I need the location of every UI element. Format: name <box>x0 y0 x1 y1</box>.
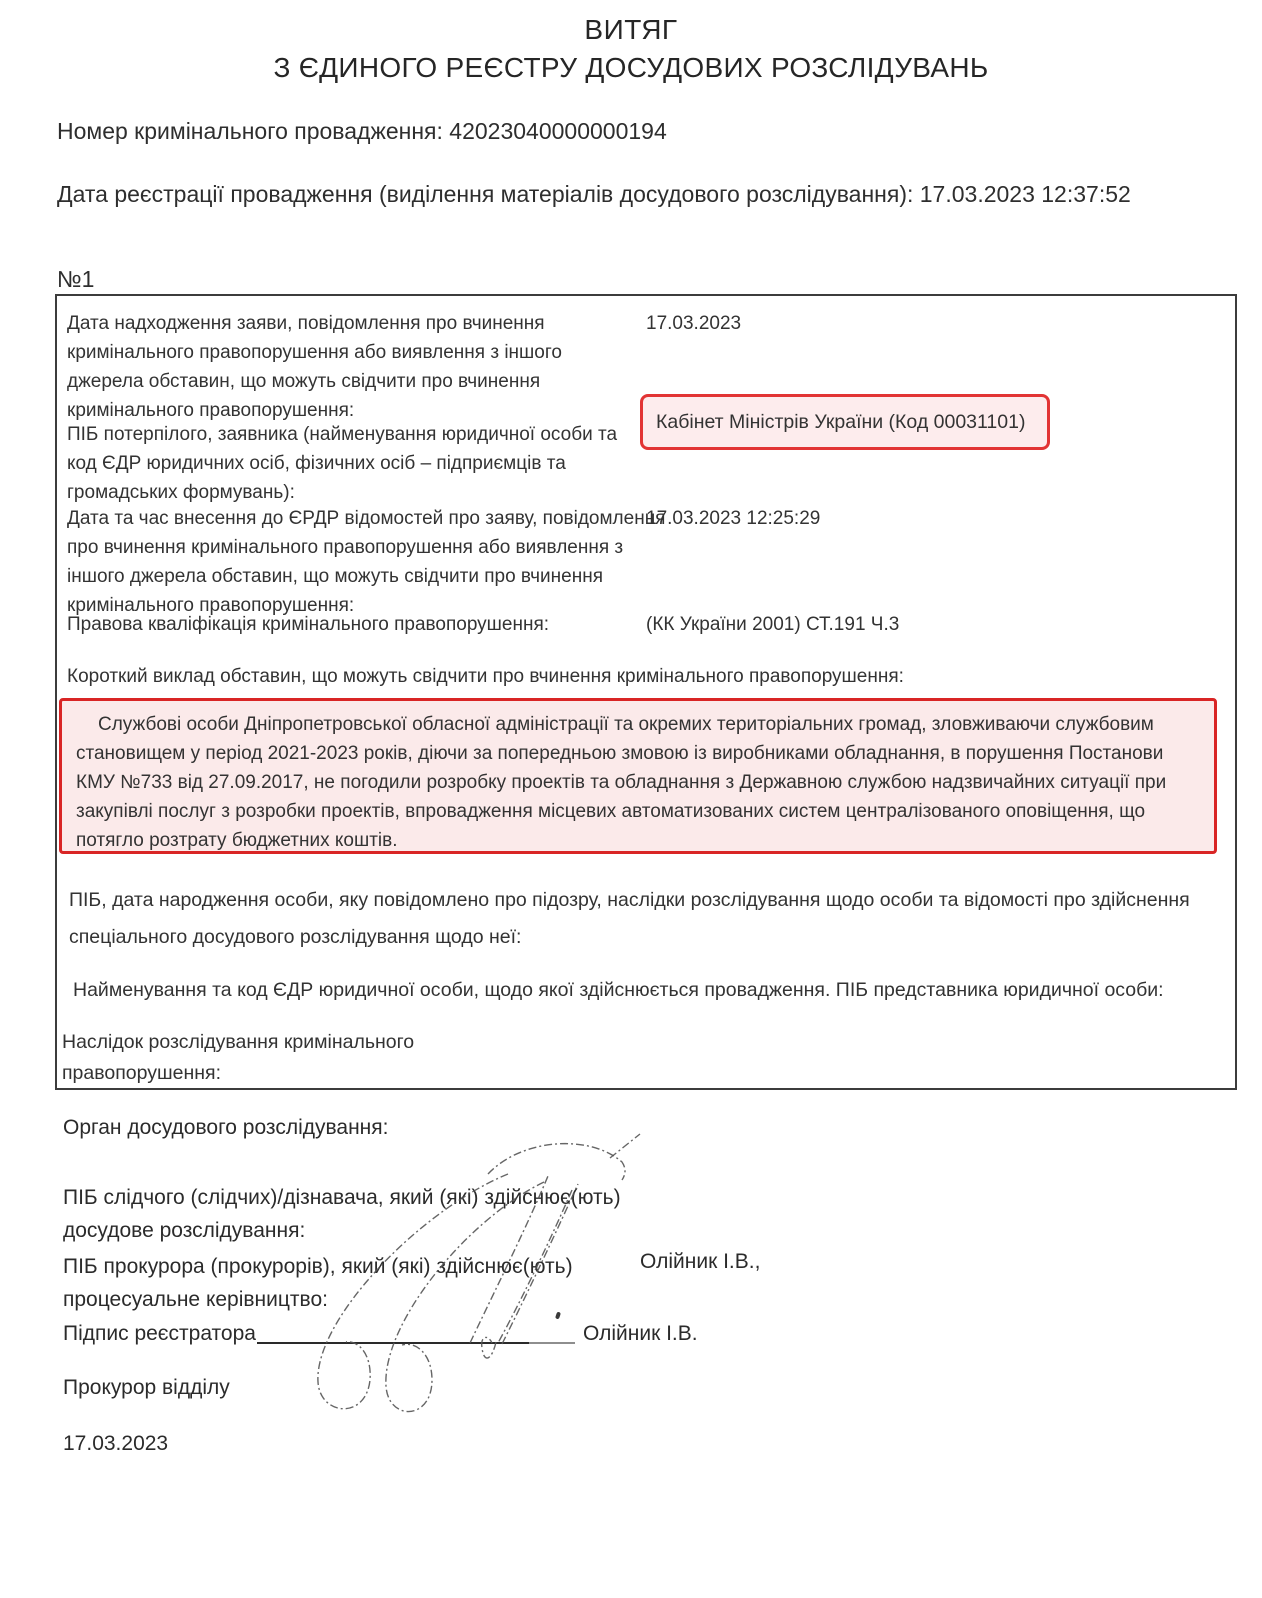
investigator-label: ПІБ слідчого (слідчих)/дізнавача, який (які) здійснює(ють) досудове розслідування: <box>63 1186 621 1242</box>
field-label-suspect-info: ПІБ, дата народження особи, яку повідомлено про підозру, наслідки розслідування щодо особи та відомості про здійснення спеціального досудового розслідування щодо неї: <box>69 889 1190 948</box>
document-title: ВИТЯГ <box>584 14 678 45</box>
victim-value-highlight-box <box>640 394 1050 450</box>
position-line: Прокурор відділу <box>63 1376 230 1399</box>
field-label-victim: ПІБ потерпілого, заявника (найменування юридичної особи та код ЄДР юридичних осіб, фізичних осіб – підприємців та громадських формувань): <box>67 424 618 503</box>
registrar-signature-label: Підпис реєстратора <box>63 1322 256 1345</box>
investigation-body-label: Орган досудового розслідування: <box>63 1116 389 1139</box>
field-value-victim: Кабінет Міністрів України (Код 00031101) <box>656 410 1026 433</box>
field-label-legal-entity: Найменування та код ЄДР юридичної особи, щодо якої здійснюється провадження. ПІБ представника юридичної особи: <box>73 979 1164 1001</box>
field-value-erdr-entry-datetime: 17.03.2023 12:25:29 <box>646 508 821 529</box>
field-label-claim-date: Дата надходження заяви, повідомлення про вчинення кримінального правопорушення або виявлення з іншого джерела обставин, що можуть свідчити про вчинення кримінального правопорушення: <box>67 313 562 421</box>
case-number-line: Номер кримінального провадження: 42023040000000194 <box>57 118 667 144</box>
document-date: 17.03.2023 <box>63 1432 169 1455</box>
prosecutor-label: ПІБ прокурора (прокурорів), який (які) здійснює(ють) процесуальне керівництво: <box>63 1255 573 1311</box>
prosecutor-name: Олійник І.В., <box>640 1250 761 1273</box>
case-details-table <box>55 294 1237 1090</box>
field-value-claim-date: 17.03.2023 <box>646 313 742 334</box>
registrar-name: Олійник І.В. <box>583 1322 698 1345</box>
field-value-legal-qualification: (КК України 2001) СТ.191 Ч.3 <box>646 614 900 635</box>
field-label-erdr-entry-datetime: Дата та час внесення до ЄРДР відомостей про заяву, повідомлення про вчинення кримінального правопорушення або виявлення з іншого джерела обставин, що можуть свідчити про вчинення кримінального правопорушення: <box>67 508 666 616</box>
summary-highlight-box <box>59 698 1217 854</box>
summary-text: Службові особи Дніпропетровської обласної адміністрації та окремих територіальних громад, зловживаючи службовим становищем у період 2021-2023 років, діючи за попередньою змовою із виробниками обладнання, в порушення Постанови КМУ №733 від 27.09.2017, не погодили розробку проектів та обладнання з Державною службою надзвичайних ситуації при закупівлі послуг з розробки проектів, впровадження місцевих автоматизованих систем централізованого оповіщення, що потягло розтрату бюджетних коштів. <box>76 714 1167 851</box>
handwritten-signature-scribble <box>270 1128 700 1428</box>
record-number: №1 <box>57 266 95 292</box>
document-subtitle: З ЄДИНОГО РЕЄСТРУ ДОСУДОВИХ РОЗСЛІДУВАНЬ <box>273 52 989 83</box>
registration-date-line: Дата реєстрації провадження (виділення матеріалів досудового розслідування): 17.03.2023 12:37:52 <box>57 181 1131 207</box>
field-label-legal-qualification: Правова кваліфікація кримінального правопорушення: <box>67 614 550 635</box>
field-label-investigation-outcome: Наслідок розслідування кримінального правопорушення: <box>62 1031 415 1084</box>
summary-section-label: Короткий виклад обставин, що можуть свідчити про вчинення кримінального правопорушення: <box>67 666 904 687</box>
